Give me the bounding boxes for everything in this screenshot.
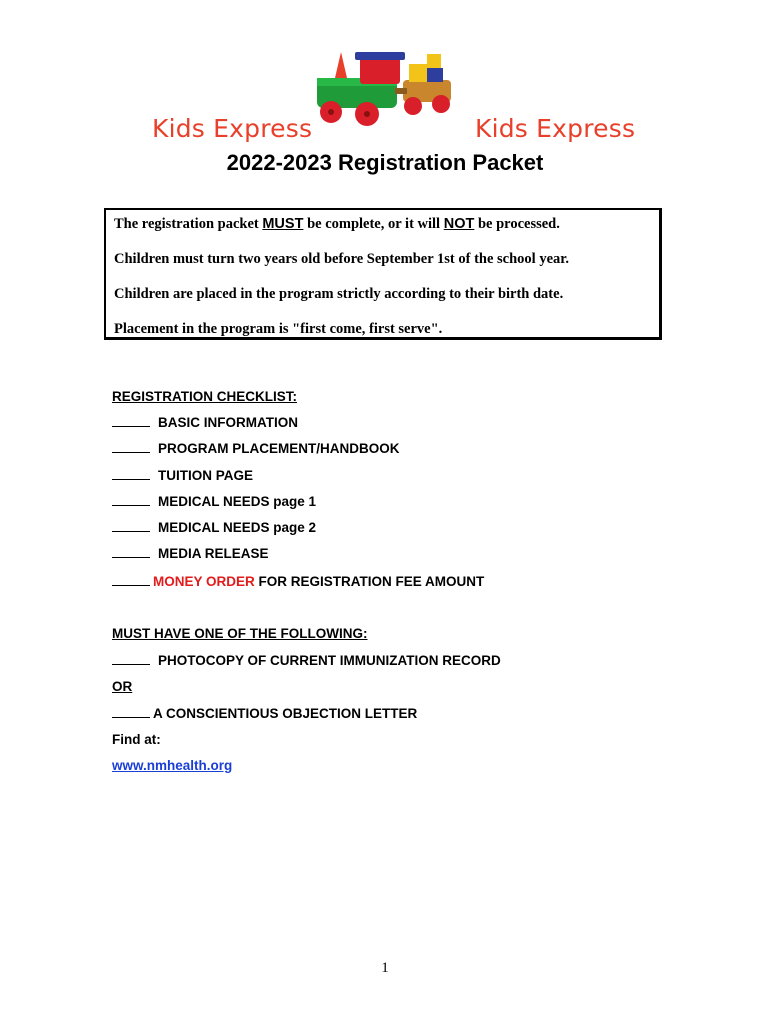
blank-line bbox=[112, 519, 150, 532]
checklist-label: MEDICAL NEEDS page 1 bbox=[158, 494, 317, 509]
notice-text: be processed. bbox=[474, 216, 560, 232]
checklist-label: PROGRAM PLACEMENT/HANDBOOK bbox=[158, 441, 400, 456]
notice-text: The registration packet bbox=[114, 216, 263, 232]
blank-line bbox=[112, 705, 150, 718]
option-label: PHOTOCOPY OF CURRENT IMMUNIZATION RECORD bbox=[158, 653, 501, 668]
must-have-heading: MUST HAVE ONE OF THE FOLLOWING: bbox=[112, 626, 368, 641]
brand-left: Kids Express bbox=[152, 114, 313, 143]
notice-line-3: Children are placed in the program strictly according to their birth date. bbox=[114, 286, 564, 302]
notice-text: be complete, or it will bbox=[303, 216, 444, 232]
checklist-label: FOR REGISTRATION FEE AMOUNT bbox=[254, 574, 485, 589]
checklist-item bbox=[112, 545, 269, 561]
nmhealth-link[interactable]: www.nmhealth.org bbox=[112, 758, 233, 773]
blank-line bbox=[112, 414, 150, 427]
blank-line bbox=[112, 573, 150, 586]
checklist-item bbox=[112, 519, 316, 535]
notice-box bbox=[104, 208, 662, 340]
checklist-heading: REGISTRATION CHECKLIST: bbox=[112, 389, 297, 404]
option-label: A CONSCIENTIOUS OBJECTION LETTER bbox=[153, 706, 418, 721]
checklist-label: MEDICAL NEEDS page 2 bbox=[158, 520, 317, 535]
notice-line-1 bbox=[114, 216, 560, 233]
checklist-item bbox=[112, 440, 400, 456]
checklist-label: BASIC INFORMATION bbox=[158, 415, 298, 430]
or-label: OR bbox=[112, 679, 133, 694]
blank-line bbox=[112, 440, 150, 453]
blank-line bbox=[112, 545, 150, 558]
money-order-label: MONEY ORDER bbox=[153, 574, 255, 589]
checklist-item bbox=[112, 493, 316, 509]
must-emphasis: MUST bbox=[262, 216, 304, 232]
checklist-label: MEDIA RELEASE bbox=[158, 546, 269, 561]
blank-line bbox=[112, 652, 150, 665]
blank-line bbox=[112, 493, 150, 506]
checklist-label: TUITION PAGE bbox=[158, 468, 254, 483]
find-at-label: Find at: bbox=[112, 732, 161, 747]
notice-line-4: Placement in the program is "first come, first serve". bbox=[114, 321, 443, 337]
page-number: 1 bbox=[381, 960, 389, 976]
checklist-item bbox=[112, 414, 298, 430]
option-immunization-record bbox=[112, 652, 501, 668]
blank-line bbox=[112, 467, 150, 480]
not-emphasis: NOT bbox=[443, 216, 475, 232]
checklist-item bbox=[112, 467, 253, 483]
checklist-item-money-order bbox=[112, 573, 484, 589]
notice-line-2: Children must turn two years old before September 1st of the school year. bbox=[114, 251, 569, 267]
page-title: 2022-2023 Registration Packet bbox=[226, 150, 544, 175]
brand-right: Kids Express bbox=[475, 114, 636, 143]
toy-train-icon bbox=[305, 38, 465, 128]
option-objection-letter bbox=[112, 705, 417, 721]
